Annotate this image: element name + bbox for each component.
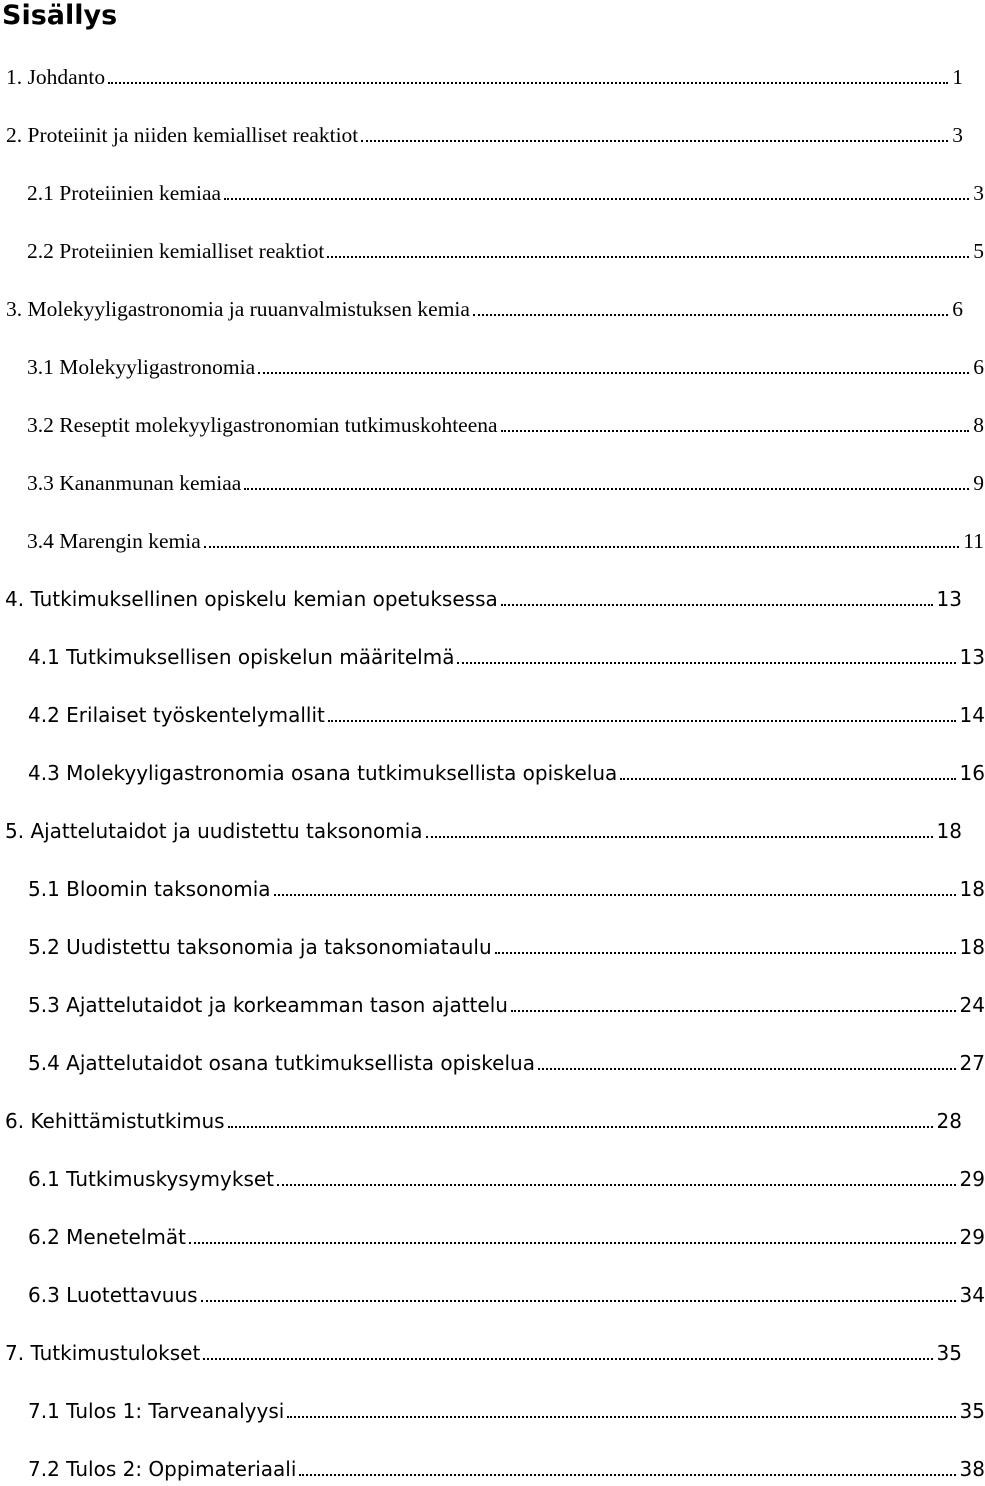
dot-leader	[361, 140, 948, 142]
toc-entry[interactable]	[0, 524, 984, 554]
toc-entry-page: 1	[952, 65, 963, 89]
toc-entry-label: 2.1 Proteiinien kemiaa	[27, 181, 222, 205]
toc-entry[interactable]	[0, 988, 985, 1018]
dot-leader	[457, 662, 955, 664]
dot-leader	[204, 546, 960, 548]
toc-entry[interactable]	[0, 1104, 962, 1134]
toc-entry-label: 3.4 Marengin kemia	[27, 529, 201, 553]
toc-entry-label: 4. Tutkimuksellinen opiskelu kemian opetuksessa	[5, 587, 498, 611]
dot-leader	[258, 372, 969, 374]
toc-entry[interactable]	[0, 1278, 985, 1308]
toc-entry-page: 13	[959, 645, 985, 669]
toc-entry[interactable]	[0, 756, 985, 786]
toc-entry-label: 2. Proteiinit ja niiden kemialliset reaktiot	[6, 123, 359, 147]
toc-entry-page: 16	[959, 761, 985, 785]
toc-entry[interactable]	[0, 1162, 985, 1192]
toc-entry[interactable]	[0, 582, 962, 612]
toc-entry[interactable]	[0, 1336, 962, 1366]
toc-entry-page: 5	[973, 239, 984, 263]
dot-leader	[501, 604, 933, 606]
toc-entry-page: 28	[936, 1109, 962, 1133]
toc-entry[interactable]	[0, 698, 985, 728]
toc-entry[interactable]	[0, 1394, 985, 1424]
dot-leader	[620, 778, 955, 780]
toc-entry[interactable]	[0, 930, 985, 960]
toc-entry-label: 4.1 Tutkimuksellisen opiskelun määritelmä	[28, 645, 455, 669]
toc-entry-label: 3.2 Reseptit molekyyligastronomian tutkimuskohteena	[27, 413, 498, 437]
toc-entry[interactable]	[0, 1220, 985, 1250]
toc-entry-page: 11	[963, 529, 984, 553]
toc-entry-page: 35	[959, 1399, 985, 1423]
dot-leader	[244, 488, 969, 490]
toc-entry-label: 6.1 Tutkimuskysymykset	[28, 1167, 275, 1191]
toc-entry-page: 34	[959, 1283, 985, 1307]
toc-entry[interactable]	[0, 60, 963, 90]
toc-entry-page: 35	[936, 1341, 962, 1365]
toc-entry-page: 14	[959, 703, 985, 727]
toc-entry-page: 3	[952, 123, 963, 147]
dot-leader	[287, 1416, 955, 1418]
toc-entry-page: 8	[973, 413, 984, 437]
dot-leader	[274, 894, 956, 896]
toc-entry-page: 18	[959, 877, 985, 901]
toc-entry-label: 3.1 Molekyyligastronomia	[27, 355, 256, 379]
toc-entry-page: 18	[959, 935, 985, 959]
dot-leader	[495, 952, 956, 954]
toc-entry-page: 18	[936, 819, 962, 843]
toc-entry-label: 5.1 Bloomin taksonomia	[28, 877, 271, 901]
dot-leader	[299, 1474, 955, 1476]
toc-entry[interactable]	[0, 292, 963, 322]
toc-entry-label: 3.3 Kananmunan kemiaa	[27, 471, 242, 495]
toc-entry[interactable]	[0, 640, 985, 670]
toc-entry-page: 38	[959, 1457, 985, 1481]
toc-entry-label: 5.3 Ajattelutaidot ja korkeamman tason ajattelu	[28, 993, 508, 1017]
toc-entry-label: 4.2 Erilaiset työskentelymallit	[28, 703, 325, 727]
toc-entry-label: 7.1 Tulos 1: Tarveanalyysi	[28, 1399, 285, 1423]
toc-entry-label: 6.2 Menetelmät	[28, 1225, 186, 1249]
dot-leader	[189, 1242, 956, 1244]
toc-entry-label: 7. Tutkimustulokset	[5, 1341, 201, 1365]
dot-leader	[108, 82, 948, 84]
dot-leader	[201, 1300, 956, 1302]
toc-entry[interactable]	[0, 872, 985, 902]
toc-entry-label: 5.2 Uudistettu taksonomia ja taksonomiataulu	[28, 935, 492, 959]
toc-entry[interactable]	[0, 466, 984, 496]
toc-entry-label: 3. Molekyyligastronomia ja ruuanvalmistuksen kemia	[6, 297, 470, 321]
toc-entry-label: 6. Kehittämistutkimus	[5, 1109, 225, 1133]
toc-entry-page: 13	[936, 587, 962, 611]
toc-entry-page: 6	[952, 297, 963, 321]
toc-entry-page: 29	[959, 1225, 985, 1249]
dot-leader	[473, 314, 948, 316]
toc-entry[interactable]	[0, 118, 963, 148]
toc-entry-page: 24	[959, 993, 985, 1017]
toc-entry[interactable]	[0, 1046, 985, 1076]
toc-entry[interactable]	[0, 1452, 985, 1482]
dot-leader	[426, 836, 933, 838]
toc-entry-label: 1. Johdanto	[6, 65, 106, 89]
dot-leader	[538, 1068, 956, 1070]
dot-leader	[228, 1126, 933, 1128]
toc-entry[interactable]	[0, 234, 984, 264]
toc-entry-page: 3	[973, 181, 984, 205]
toc-entry-label: 4.3 Molekyyligastronomia osana tutkimuksellista opiskelua	[28, 761, 618, 785]
toc-entry-page: 27	[959, 1051, 985, 1075]
dot-leader	[277, 1184, 956, 1186]
toc-entry-page: 9	[973, 471, 984, 495]
toc-entry-label: 2.2 Proteiinien kemialliset reaktiot	[27, 239, 325, 263]
toc-entry-label: 6.3 Luotettavuus	[28, 1283, 198, 1307]
toc-entry-label: 5. Ajattelutaidot ja uudistettu taksonomia	[5, 819, 423, 843]
dot-leader	[328, 720, 956, 722]
dot-leader	[511, 1010, 956, 1012]
toc-entry-page: 6	[973, 355, 984, 379]
toc-entry[interactable]	[0, 814, 962, 844]
toc-entry-label: 5.4 Ajattelutaidot osana tutkimuksellista opiskelua	[28, 1051, 535, 1075]
dot-leader	[327, 256, 969, 258]
toc-entry[interactable]	[0, 176, 984, 206]
toc-entry[interactable]	[0, 408, 984, 438]
dot-leader	[203, 1358, 932, 1360]
dot-leader	[224, 198, 969, 200]
dot-leader	[501, 430, 970, 432]
toc-entry[interactable]	[0, 350, 984, 380]
toc-entry-label: 7.2 Tulos 2: Oppimateriaali	[28, 1457, 297, 1481]
toc-title: Sisällys	[2, 0, 118, 31]
toc-entry-page: 29	[959, 1167, 985, 1191]
